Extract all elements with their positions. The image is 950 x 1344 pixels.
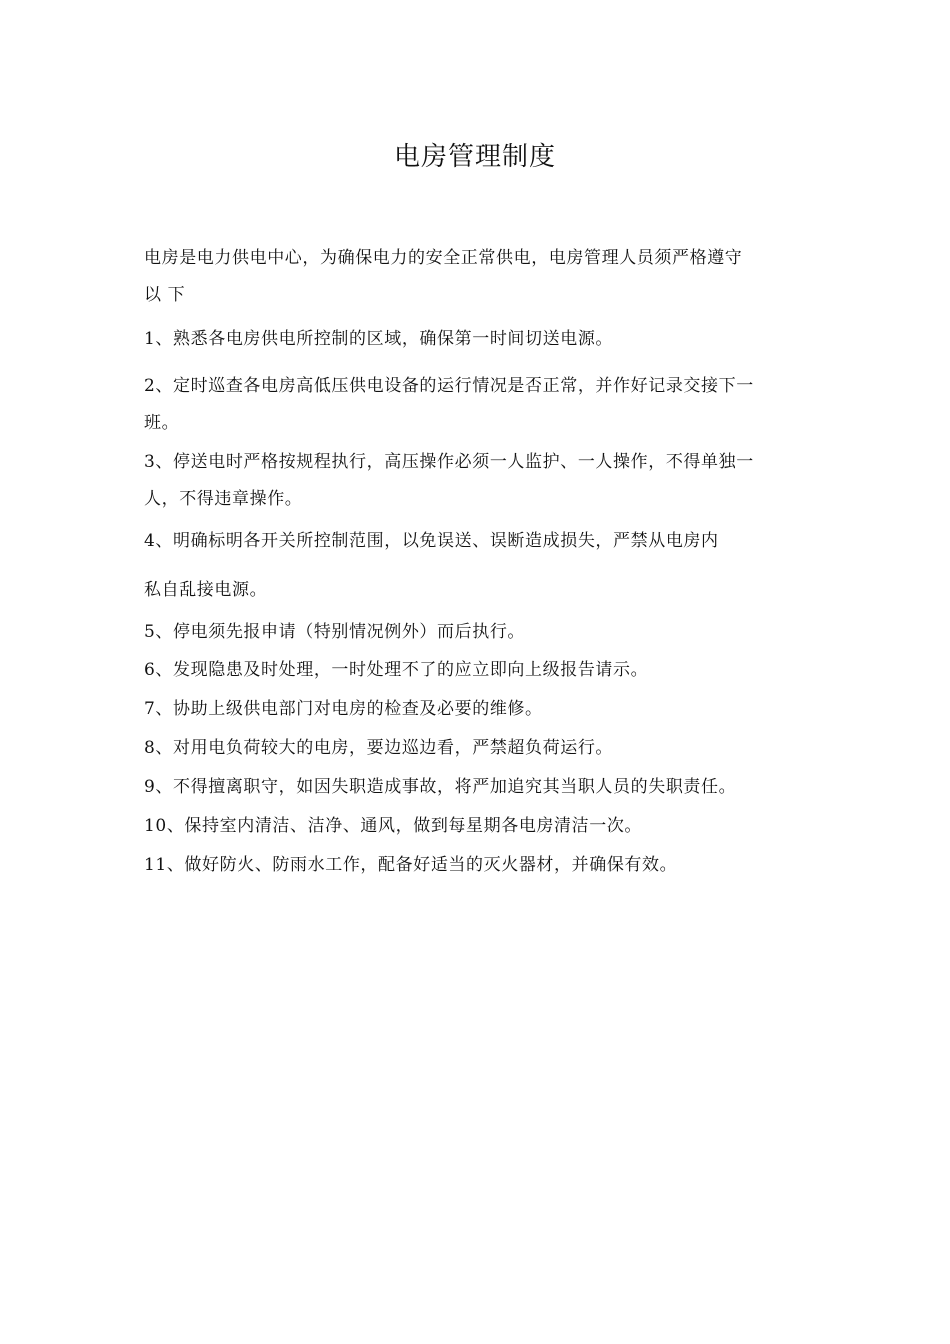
rule-3-line-2: 人，不得违章操作。 [144,489,303,509]
rule-8: 8、对用电负荷较大的电房，要边巡边看，严禁超负荷运行。 [144,738,614,758]
rule-2-line-1: 2、定时巡查各电房高低压供电设备的运行情况是否正常，并作好记录交接下一 [144,376,754,396]
intro-line-1: 电房是电力供电中心，为确保电力的安全正常供电，电房管理人员须严格遵守 [144,248,743,268]
rule-2-line-2: 班。 [144,413,180,433]
intro-line-2: 以 下 [144,285,186,305]
rule-4-line-2: 私自乱接电源。 [144,580,268,600]
rule-4-line-1: 4、明确标明各开关所控制范围，以免误送、误断造成损失，严禁从电房内 [144,531,719,551]
rule-1: 1、熟悉各电房供电所控制的区域，确保第一时间切送电源。 [144,329,614,349]
rule-6: 6、发现隐患及时处理，一时处理不了的应立即向上级报告请示。 [144,660,649,680]
rule-5: 5、停电须先报申请（特别情况例外）而后执行。 [144,622,526,642]
document-title: 电房管理制度 [393,142,556,172]
rule-9: 9、不得擅离职守，如因失职造成事故，将严加追究其当职人员的失职责任。 [144,777,737,797]
rule-7: 7、协助上级供电部门对电房的检查及必要的维修。 [144,699,543,719]
rule-3-line-1: 3、停送电时严格按规程执行，高压操作必须一人监护、一人操作，不得单独一 [144,452,754,472]
rule-10: 10、保持室内清洁、洁净、通风，做到每星期各电房清洁一次。 [144,816,643,836]
rule-11: 11、做好防火、防雨水工作，配备好适当的灭火器材，并确保有效。 [144,855,678,875]
